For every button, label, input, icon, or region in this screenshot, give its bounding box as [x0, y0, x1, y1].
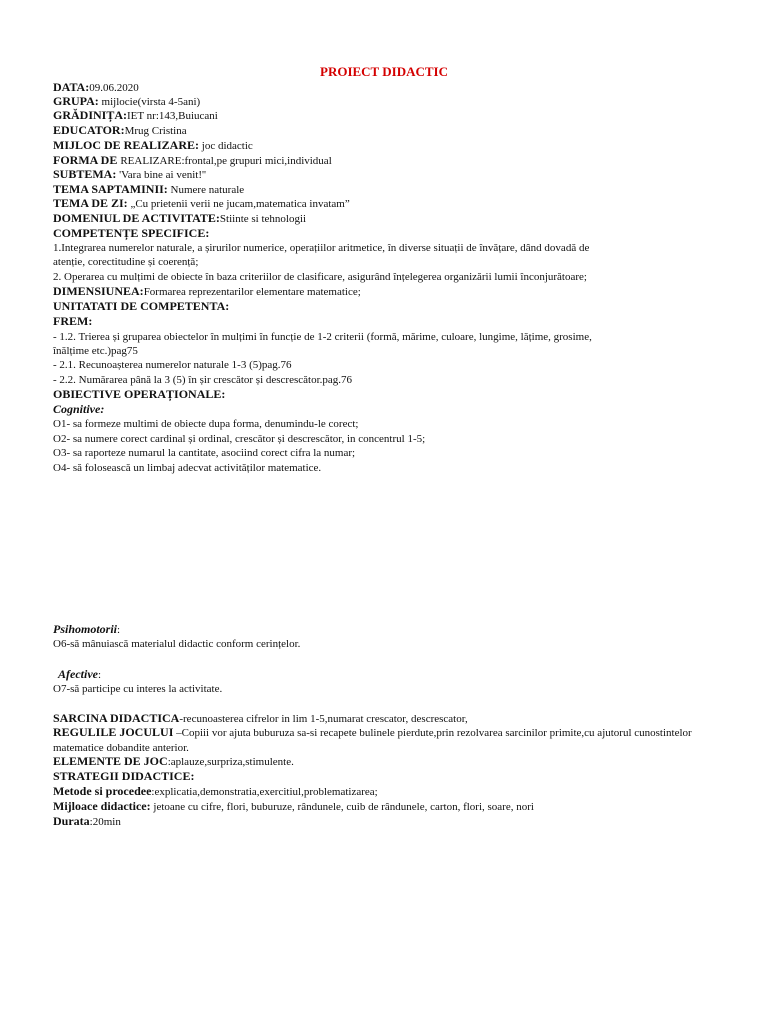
row-mijloc	[53, 138, 733, 153]
regulile-label: REGULILE JOCULUI	[53, 725, 174, 739]
row-elemente	[53, 754, 733, 769]
unitati-heading: UNITATATI DE COMPETENTA:	[53, 299, 230, 313]
grupa-label: GRUPA:	[53, 94, 99, 108]
durata-label: Durata	[53, 814, 90, 828]
frem-line: - 2.1. Recunoașterea numerelor naturale 1-3 (5)pag.76	[53, 359, 292, 371]
row-sarcina	[53, 711, 733, 726]
domeniul-value: Stiinte si tehnologii	[219, 213, 307, 225]
row-educator	[53, 123, 733, 138]
regulile-value: –Copiii vor ajuta buburuza sa-si recapete bulinele pierdute,prin rezolvarea sarcinilor primite,cu ajutorul cunostintelor matematice dobandite anterior.	[53, 727, 692, 754]
grupa-value: mijlocie(virsta 4-5ani)	[98, 96, 201, 108]
tema-de-zi-label: TEMA DE ZI:	[53, 196, 128, 210]
cognitive-label: Cognitive:	[53, 402, 105, 416]
dimensiunea-value: Formarea reprezentarilor elementare matematice;	[143, 286, 361, 298]
subtema-value: 'Vara bine ai venit!''	[116, 169, 206, 181]
mijloc-label: MIJLOC DE REALIZARE:	[53, 138, 200, 152]
objective-item: O6-să mânuiască materialul didactic conform cerințelor.	[53, 638, 301, 650]
psihomotorii-colon: :	[117, 624, 121, 636]
row-grupa	[53, 94, 733, 109]
data-label: DATA:	[53, 80, 90, 94]
objective-item: O1- sa formeze multimi de obiecte dupa forma, denumindu-le corect;	[53, 418, 359, 430]
mijloc-value: joc didactic	[199, 140, 253, 152]
gradinita-label: GRĂDINIȚA:	[53, 108, 128, 122]
row-dimensiunea	[53, 284, 733, 299]
mijloace-label: Mijloace didactice:	[53, 799, 151, 813]
strategii-heading: STRATEGII DIDACTICE:	[53, 769, 195, 783]
gradinita-value: IET nr:143,Buiucani	[127, 110, 218, 122]
metode-value: :explicatia,demonstratia,exercitiul,problematizarea;	[151, 786, 378, 798]
elemente-label: ELEMENTE DE JOC	[53, 754, 168, 768]
tema-saptaminii-label: TEMA SAPTAMINII:	[53, 182, 168, 196]
row-regulile	[53, 725, 733, 755]
psihomotorii-label: Psihomotorii	[53, 622, 118, 636]
educator-value: Mrug Cristina	[124, 125, 187, 137]
competente-heading: COMPETENȚE SPECIFICE:	[53, 226, 210, 240]
objective-item: O3- sa raporteze numarul la cantitate, asociind corect cifra la numar;	[53, 447, 356, 459]
sarcina-label: SARCINA DIDACTICA	[53, 711, 180, 725]
row-domeniul	[53, 211, 733, 226]
objective-item: O4- să folosească un limbaj adecvat activităților matematice.	[53, 462, 322, 474]
document-title: PROIECT DIDACTIC	[320, 64, 448, 79]
frem-line: înălțime etc.)pag75	[53, 345, 138, 357]
row-durata	[53, 814, 733, 829]
row-tema-saptaminii	[53, 182, 733, 197]
sarcina-value: -recunoasterea cifrelor in lim 1-5,numarat crescator, descrescator,	[179, 713, 468, 725]
domeniul-label: DOMENIUL DE ACTIVITATE:	[53, 211, 220, 225]
subtema-label: SUBTEMA:	[53, 167, 117, 181]
tema-saptaminii-value: Numere naturale	[167, 184, 245, 196]
row-metode	[53, 784, 733, 799]
row-data	[53, 80, 733, 95]
competenta-line: 1.Integrarea numerelor naturale, a șirurilor numerice, operațiilor aritmetice, în diverse situații de învățare, dând dovadă de	[53, 242, 590, 254]
row-forma	[53, 153, 733, 168]
metode-label: Metode si procedee	[53, 784, 152, 798]
frem-line: - 2.2. Numărarea până la 3 (5) în șir crescător și descrescător.pag.76	[53, 374, 353, 386]
forma-label: FORMA DE	[53, 153, 121, 167]
afective-heading	[58, 667, 738, 682]
row-tema-de-zi	[53, 196, 733, 211]
afective-label: Afective	[58, 667, 98, 681]
objective-item: O7-să participe cu interes la activitate.	[53, 683, 223, 695]
competenta-line: 2. Operarea cu mulțimi de obiecte în baza criteriilor de clasificare, asigurând înțelegerea organizării lumii înconjurătoare;	[53, 271, 587, 283]
row-subtema	[53, 167, 733, 182]
educator-label: EDUCATOR:	[53, 123, 125, 137]
durata-value: :20min	[89, 816, 121, 828]
competenta-line: atenție, corectitudine și coerență;	[53, 256, 199, 268]
mijloace-value: jetoane cu cifre, flori, buburuze, rândunele, cuib de rândunele, carton, flori, soare, nori	[150, 801, 534, 813]
afective-colon: :	[97, 669, 102, 681]
elemente-value: :aplauze,surpriza,stimulente.	[167, 756, 294, 768]
row-mijloace	[53, 799, 733, 814]
dimensiunea-label: DIMENSIUNEA:	[53, 284, 144, 298]
data-value: 09.06.2020	[89, 82, 139, 94]
forma-value: REALIZARE:frontal,pe grupuri mici,individual	[120, 155, 332, 167]
objective-item: O2- sa numere corect cardinal și ordinal, crescător și descrescător, in concentrul 1-5;	[53, 433, 426, 445]
frem-line: - 1.2. Trierea și gruparea obiectelor în mulțimi în funcție de 1-2 criterii (formă, mărime, culoare, lungime, lățime, grosime,	[53, 331, 592, 343]
obiective-heading: OBIECTIVE OPERAȚIONALE:	[53, 387, 226, 401]
row-gradinita	[53, 108, 733, 123]
tema-de-zi-value: „Cu prietenii verii ne jucam,matematica invatam”	[127, 198, 350, 210]
frem-heading: FREM:	[53, 314, 93, 328]
psihomotorii-heading	[53, 622, 733, 637]
